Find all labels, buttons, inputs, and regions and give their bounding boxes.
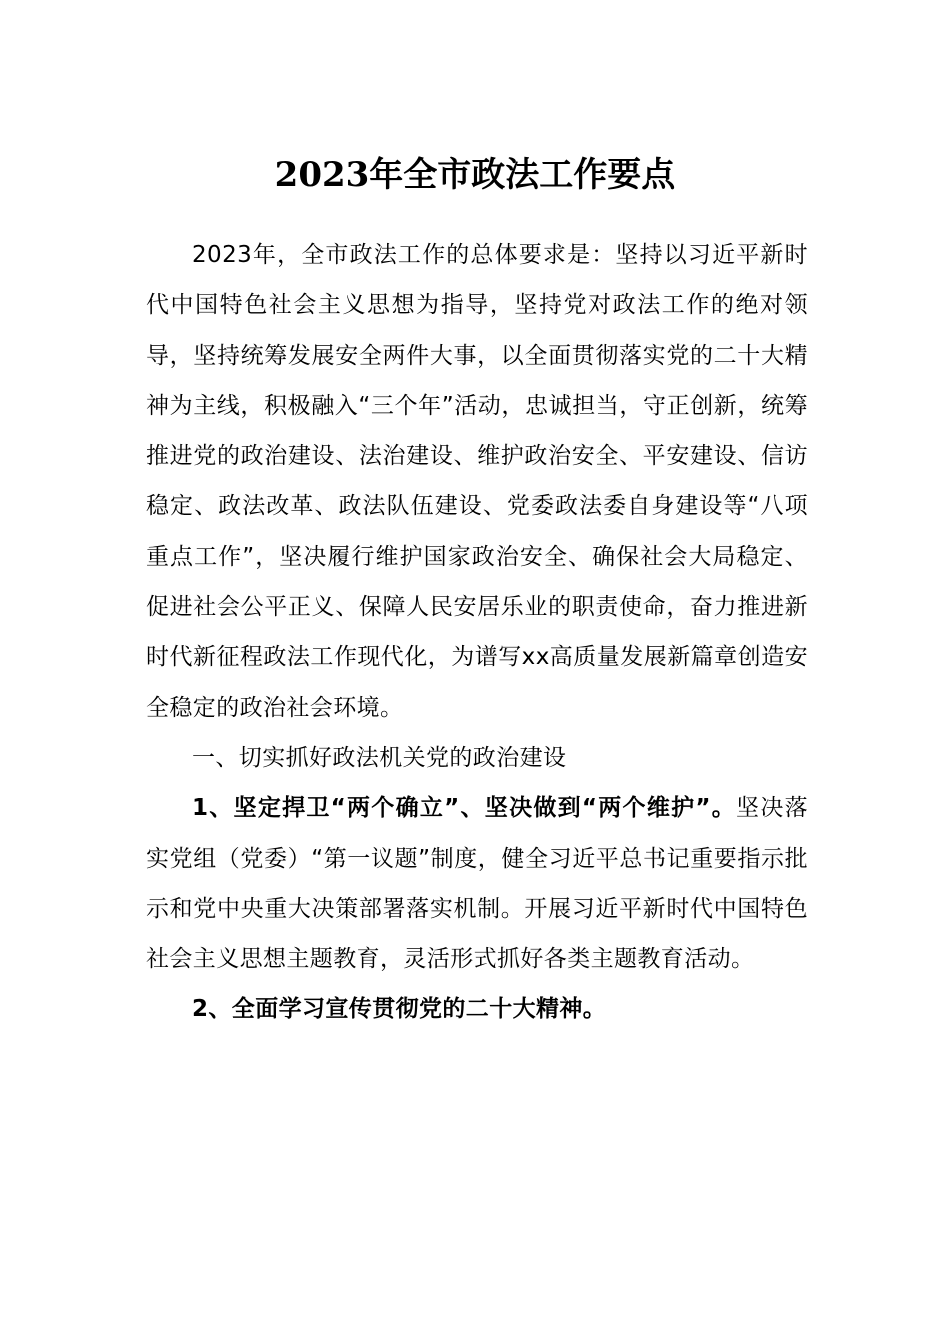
intro-paragraph: 2023年，全市政法工作的总体要求是：坚持以习近平新时代中国特色社会主义思想为指导，坚持党对政法工作的绝对领导，坚持统筹发展安全两件大事，以全面贯彻落实党的二十大精神为主线，积极融入“三个年”活动，忠诚担当，守正创新，统筹推进党的政治建设、法治建设、维护政治安全、平安建设、信访稳定、政法改革、政法队伍建设、党委政法委自身建设等“八项重点工作”，坚决履行维护国家政治安全、确保社会大局稳定、促进社会公平正义、保障人民安居乐业的职责使命，奋力推进新时代新征程政法工作现代化，为谱写xx高质量发展新篇章创造安全稳定的政治社会环境。 (146, 242, 808, 721)
item-1-body: 坚决落实党组（党委）“第一议题”制度，健全习近平总书记重要指示批示和党中央重大决策部署落实机制。开展习近平新时代中国特色社会主义思想主题教育，灵活形式抓好各类主题教育活动。 (146, 795, 808, 973)
item-2-paragraph (146, 984, 808, 1034)
item-2-title: 2、全面学习宣传贯彻党的二十大精神。 (192, 996, 607, 1023)
item-1-title: 1、坚定捍卫“两个确立”、坚决做到“两个维护”。 (192, 795, 737, 822)
item-1-paragraph (146, 783, 808, 984)
document-body (146, 230, 808, 1035)
section-heading: 一、切实抓好政法机关党的政治建设 (192, 744, 567, 771)
document-title: 2023年全市政法工作要点 (274, 155, 676, 195)
